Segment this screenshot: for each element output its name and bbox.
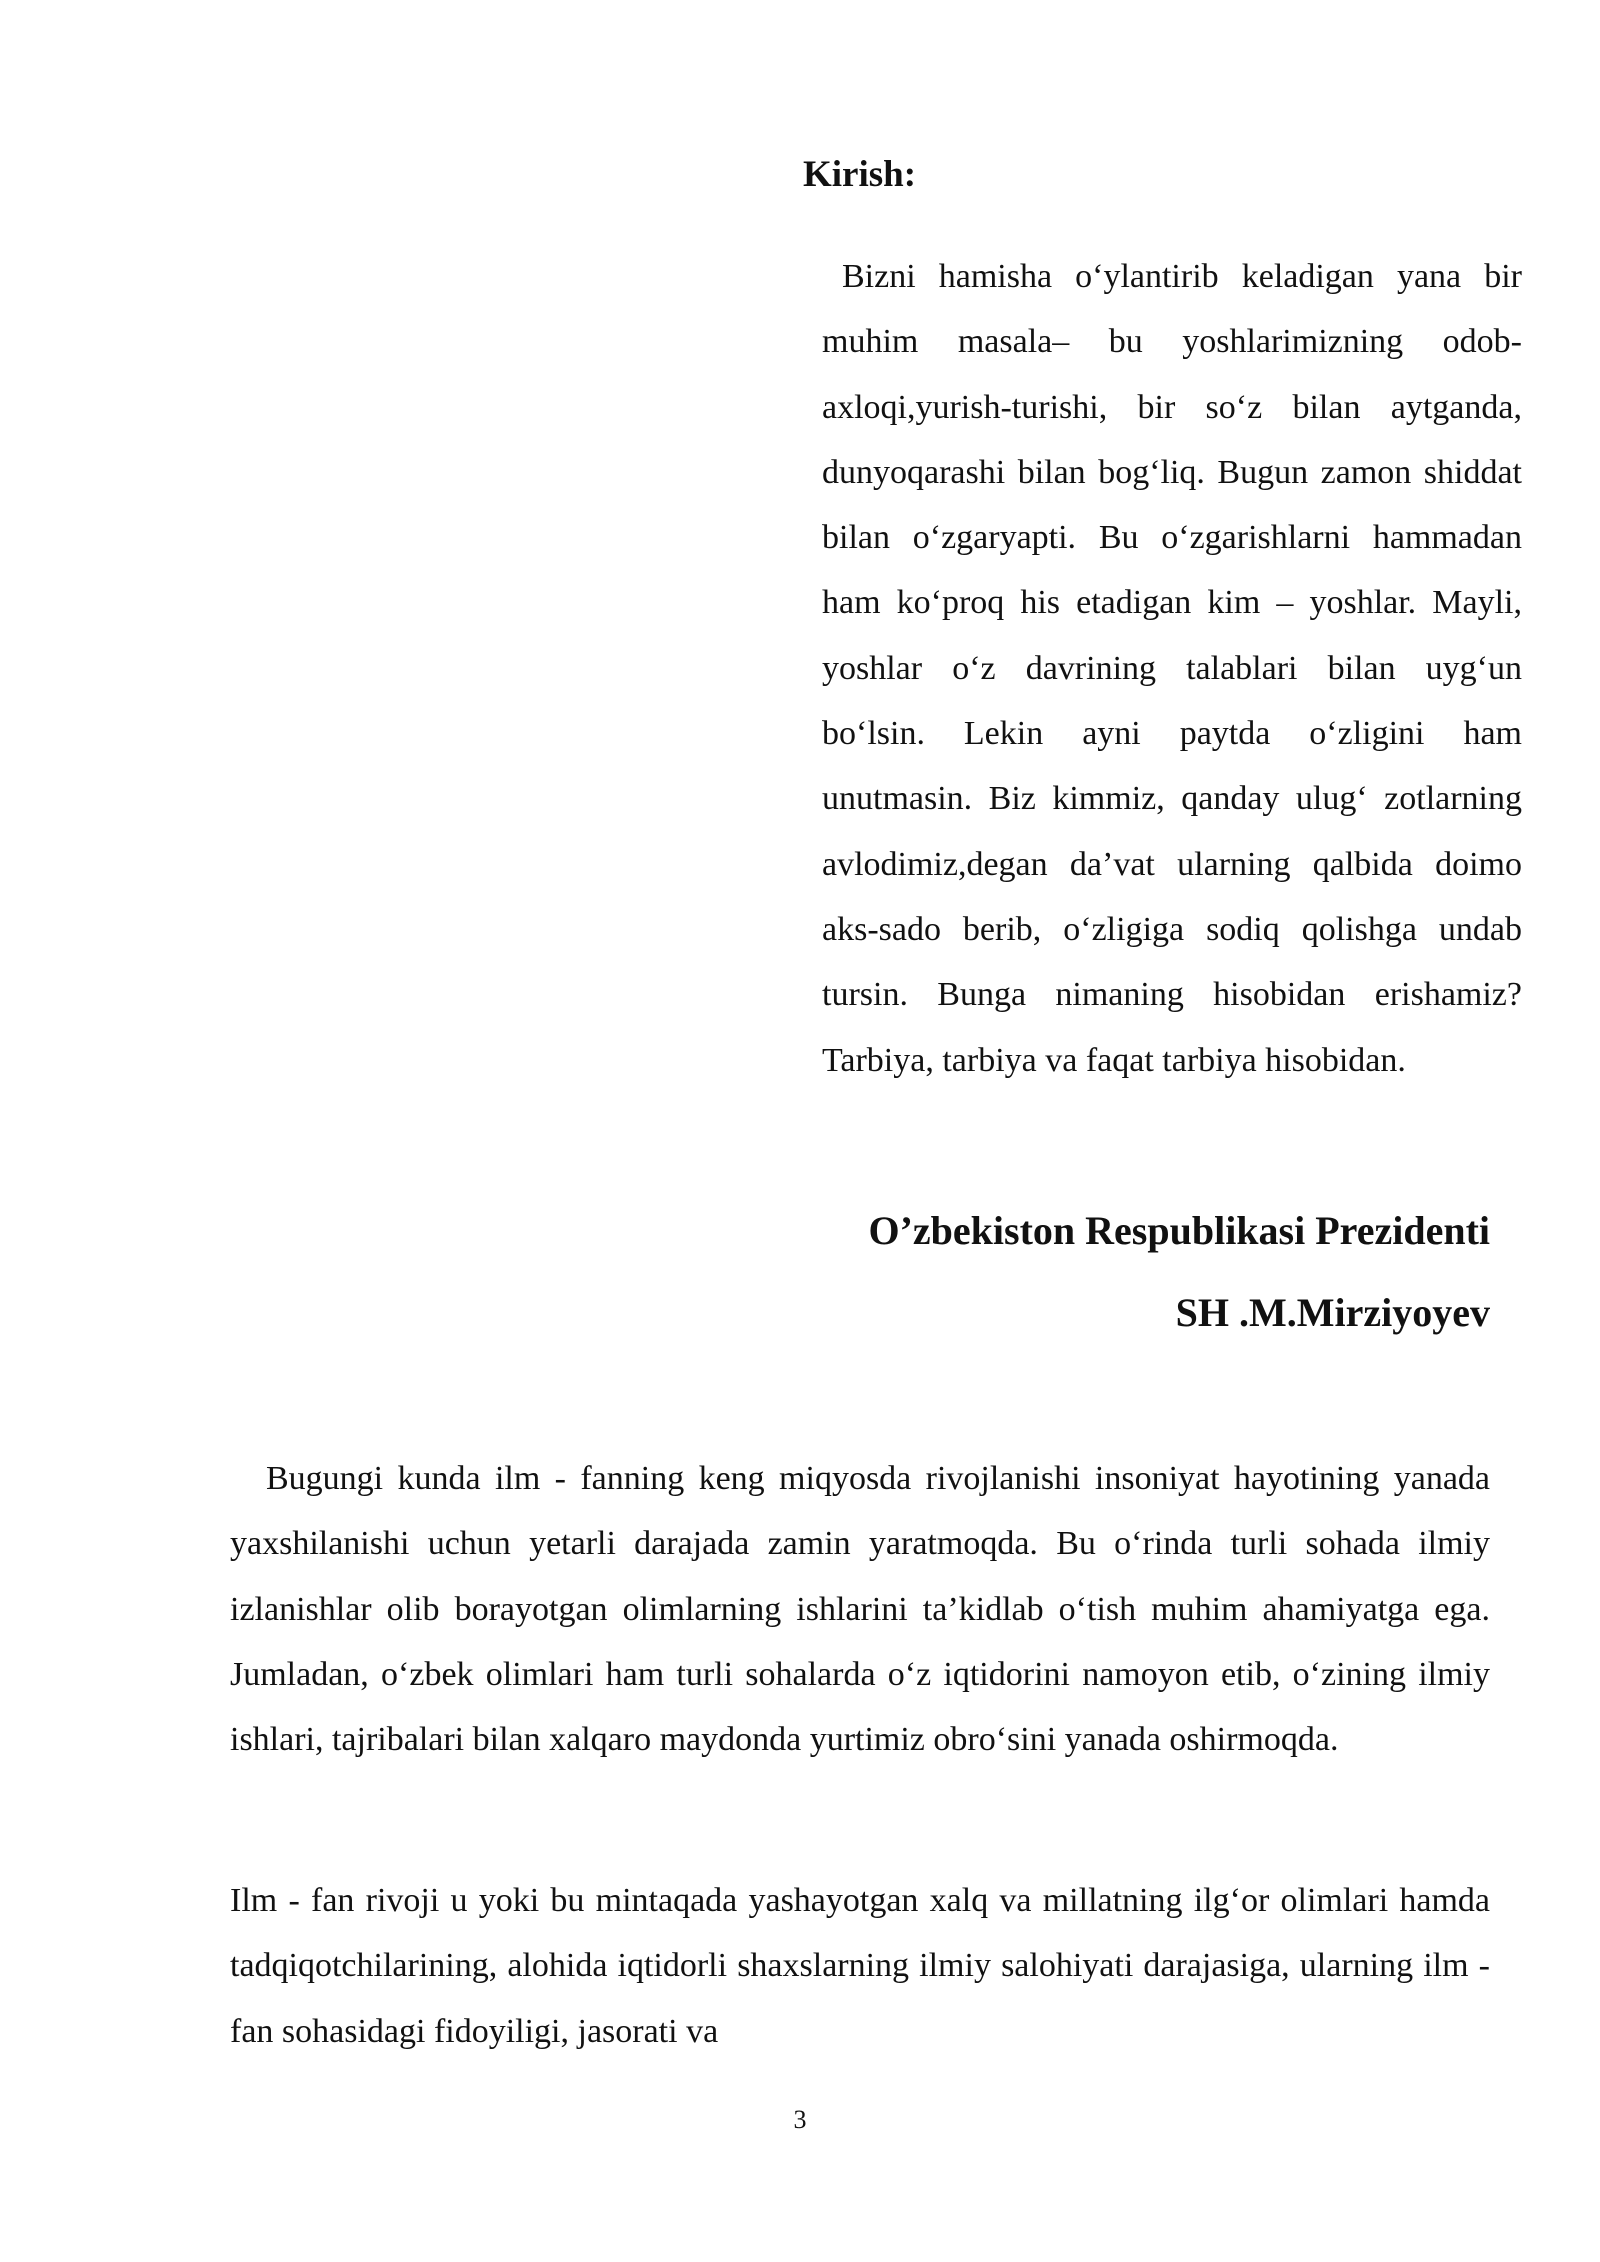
epigraph-quote: Bizni hamisha o‘ylantirib keladigan yana bir muhim masala– bu yoshlarimizning odob-axloqi,yurish-turishi, bir so‘z bilan aytganda, dunyoqarashi bilan bog‘liq. Bugun zamon shiddat bilan o‘zgaryapti. Bu o‘zgarishlarni hammadan ham ko‘proq his etadigan kim – yoshlar. Mayli, yoshlar o‘z davrining talablari bilan uyg‘un bo‘lsin. Lekin ayni paytda o‘zligini ham unutmasin. Biz kimmiz, qanday ulug‘ zotlarning avlodimiz,degan da’vat ularning qalbida doimo aks-sado berib, o‘zligiga sodiq qolishga undab tursin. Bunga nimaning hisobidan erishamiz? Tarbiya, tarbiya va faqat tarbiya hisobidan. [822, 258, 1522, 1079]
attribution-title: O’zbekiston Respublikasi Prezidenti [868, 1208, 1490, 1253]
body-paragraph-1: Bugungi kunda ilm - fanning keng miqyosda rivojlanishi insoniyat hayotining yanada yaxshilanishi uchun yetarli darajada zamin yaratmoqda. Bu o‘rinda turli sohada ilmiy izlanishlar olib borayotgan olimlarning ishlarini ta’kidlab o‘tish muhim ahamiyatga ega. Jumladan, o‘zbek olimlari ham turli sohalarda o‘z iqtidorini namoyon etib, o‘zining ilmiy ishlari, tajribalari bilan xalqaro maydonda yurtimiz obro‘sini yanada oshirmoqda. [230, 1460, 1490, 1759]
page-number: 3 [793, 2105, 807, 2134]
attribution-name: SH .M.Mirziyoyev [1175, 1290, 1490, 1335]
epigraph-attribution [868, 1190, 1490, 1354]
section-heading: Kirish: [803, 154, 917, 195]
body-paragraph-2: Ilm - fan rivoji u yoki bu mintaqada yashayotgan xalq va millatning ilg‘or olimlari hamda tadqiqotchilarining, alohida iqtidorli shaxslarning ilmiy salohiyati darajasiga, ularning ilm - fan sohasidagi fidoyiligi, jasorati va [230, 1882, 1490, 2050]
